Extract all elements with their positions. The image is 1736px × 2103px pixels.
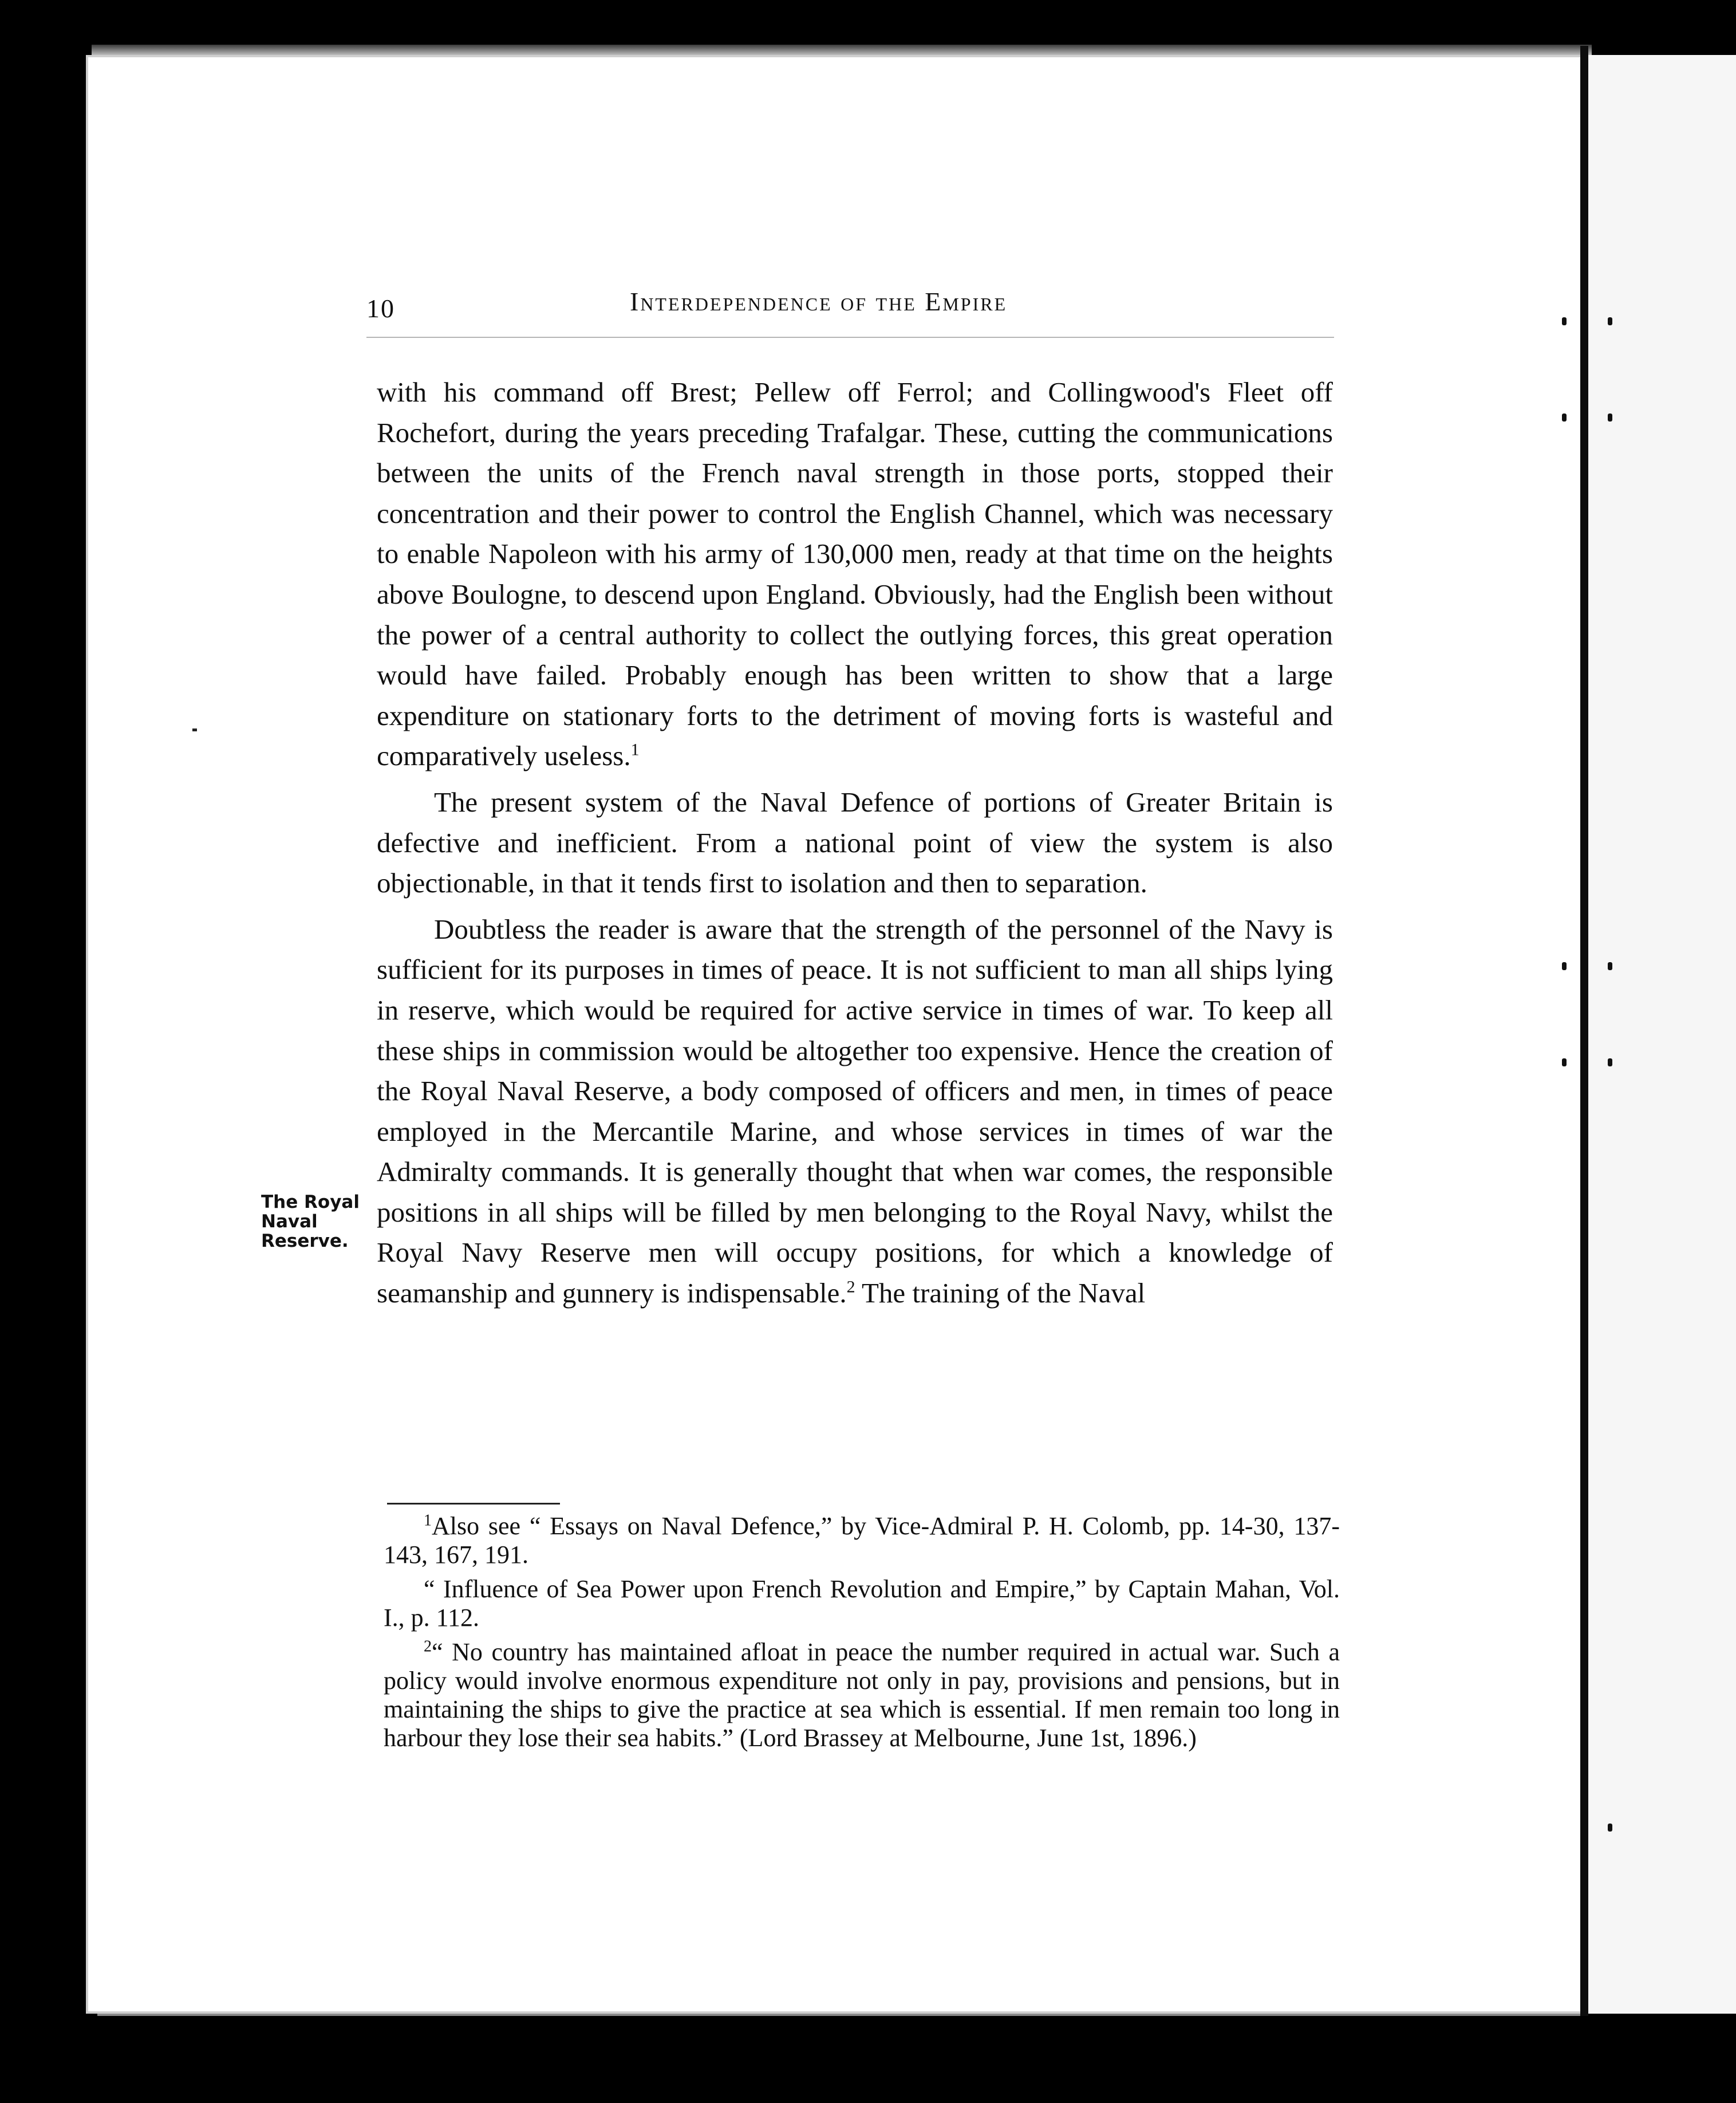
bleed-mark — [1608, 1824, 1612, 1832]
marginal-note-line: The Royal — [261, 1192, 360, 1212]
paragraph-text: The training of the Naval — [855, 1277, 1146, 1309]
footnote-text: Also see “ Essays on Naval Defence,” by Vice-Admiral P. H. Colomb, pp. 14-30, 137-143, 167, 191. — [384, 1512, 1340, 1569]
footnote-mark: 1 — [424, 1511, 432, 1530]
page-fold-shadow — [1580, 46, 1588, 2016]
footnote — [384, 1512, 1340, 1569]
running-title: Interdependence of the Empire — [630, 287, 1008, 316]
bleed-mark — [1608, 317, 1612, 325]
bleed-mark — [1608, 962, 1612, 970]
scan-speck — [192, 728, 197, 731]
marginal-note-line: Naval — [261, 1211, 318, 1232]
paragraph-text: with his command off Brest; Pellew off Ferrol; and Collingwood's Fleet off Rochefort, during the years preceding Trafalgar. These, cutting the communications between the units of the French naval strength in those ports, stopped their concentration and their power to control the English Channel, which was necessary to enable Napoleon with his army of 130,000 men, ready at that time on the heights above Boulogne, to descend upon England. Obviously, had the English been without the power of a central authority to collect the outlying forces, this great operation would have failed. Probably enough has been written to show that a large expenditure on stationary forts to the detriment of moving forts is wasteful and comparatively useless. — [377, 376, 1333, 772]
bleed-mark — [1608, 413, 1612, 422]
page-number: 10 — [366, 294, 395, 323]
bleed-mark — [1562, 962, 1567, 970]
footnote-mark: 2 — [424, 1637, 432, 1656]
adjacent-page-strip — [1588, 55, 1736, 2014]
bleed-mark — [1562, 317, 1567, 325]
footnote: “ Influence of Sea Power upon French Revolution and Empire,” by Captain Mahan, Vol. I., p. 112. — [384, 1575, 1340, 1632]
bleed-mark — [1608, 1058, 1612, 1066]
footnotes — [384, 1512, 1340, 1758]
body-text — [377, 372, 1333, 1314]
marginal-note — [261, 1192, 376, 1251]
page-bottom-edge — [97, 2014, 1586, 2016]
footnote-ref: 2 — [846, 1277, 855, 1297]
footnote-rule — [387, 1503, 560, 1505]
paragraph — [377, 909, 1333, 1314]
paragraph: The present system of the Naval Defence of portions of Greater Britain is defective and inefficient. From a national point of view the system is also objectionable, in that it tends first to isolation and then to separation. — [377, 786, 1333, 899]
footnote-ref: 1 — [630, 741, 640, 760]
paragraph — [377, 372, 1333, 777]
header-rule — [366, 337, 1334, 338]
footnote-text: “ No country has maintained afloat in peace the number required in actual war. Such a policy would involve enormous expenditure not only in pay, provisions and pensions, but in maintaining the ships to give the practice at sea which is essential. If men remain too long in harbour they lose their sea habits.” (Lord Brassey at Melbourne, June 1st, 1896.) — [384, 1638, 1340, 1752]
footnote — [384, 1638, 1340, 1752]
bleed-mark — [1562, 413, 1567, 422]
paragraph-text: Doubtless the reader is aware that the strength of the personnel of the Navy is sufficient for its purposes in times of peace. It is not sufficient to man all ships lying in reserve, which would be required for active service in times of war. To keep all these ships in commission would be altogether too expensive. Hence the creation of the Royal Naval Reserve, a body composed of officers and men, in times of peace employed in the Mercantile Marine, and whose services in times of war the Admiralty commands. It is generally thought that when war comes, the responsible positions in all ships will be filled by men belonging to the Royal Navy, whilst the Royal Navy Reserve men will occupy positions, for which a knowledge of seamanship and gunnery is indispensable. — [377, 913, 1333, 1309]
marginal-note-line: Reserve. — [261, 1231, 349, 1251]
bleed-mark — [1562, 1058, 1567, 1066]
